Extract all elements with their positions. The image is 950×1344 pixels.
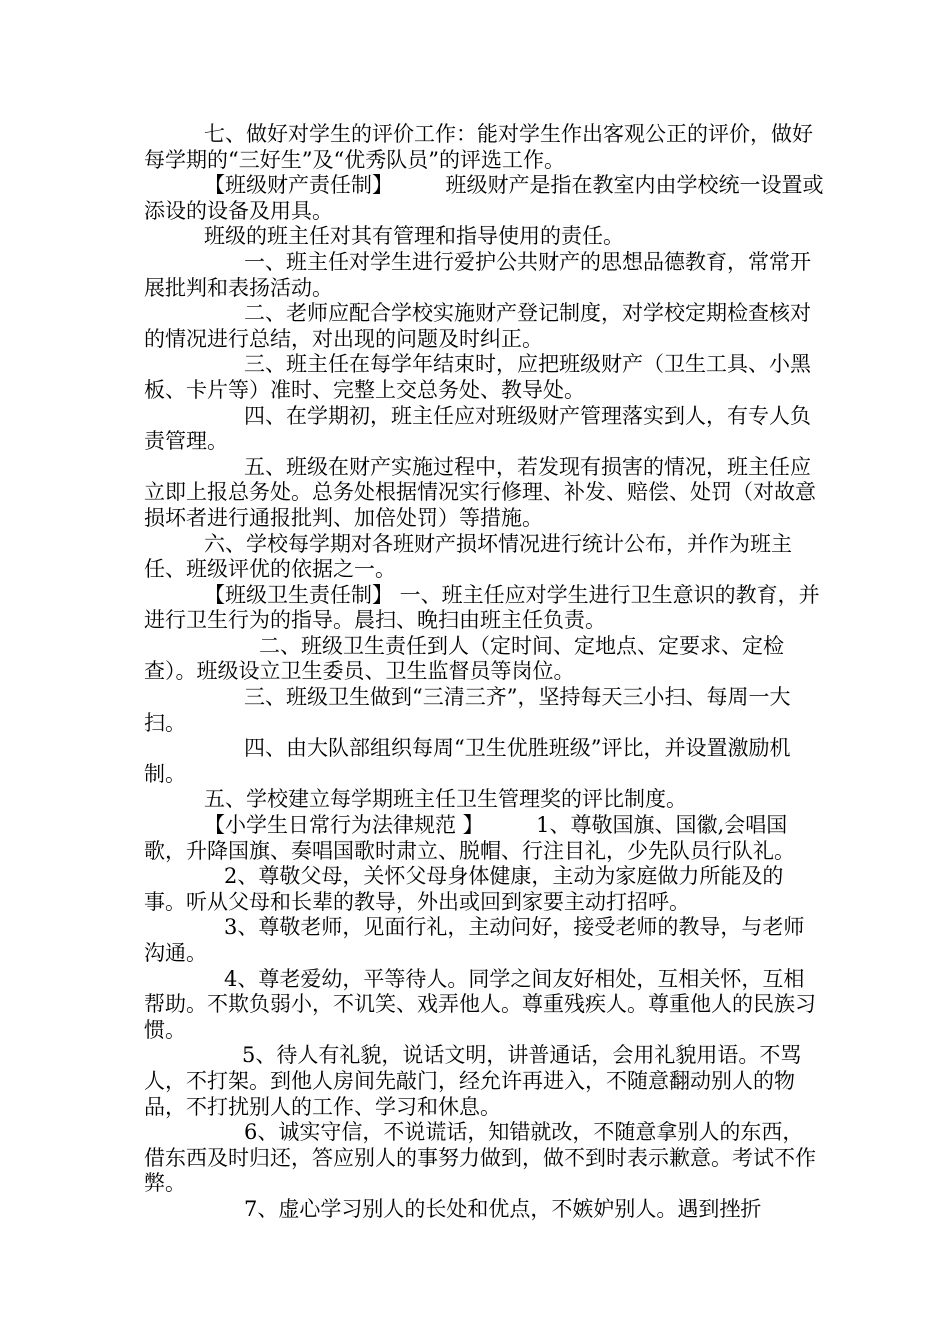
paragraph-hygiene-2: 二、班级卫生责任到人（定时间、定地点、定要求、定检查）。班级设立卫生委员、卫生监督员等岗位。	[144, 633, 784, 684]
paragraph-hygiene-5: 五、学校建立每学期班主任卫生管理奖的评比制度。	[204, 787, 687, 812]
paragraph-conduct-5: 5、待人有礼貌，说话文明，讲普通话，会用礼貌用语。不骂人，不打架。到他人房间先敲门，经允许再进入，不随意翻动别人的物品，不打扰别人的工作、学习和休息。	[144, 1043, 802, 1119]
paragraph-property-5: 五、班级在财产实施过程中，若发现有损害的情况，班主任应立即上报总务处。总务处根据情况实行修理、补发、赔偿、处罚（对故意损坏者进行通报批判、加倍处罚）等措施。	[144, 454, 816, 530]
paragraph-conduct-6: 6、诚实守信，不说谎话，知错就改，不随意拿别人的东西，借东西及时归还，答应别人的事努力做到，做不到时表示歉意。考试不作弊。	[144, 1120, 816, 1196]
document-body	[144, 122, 824, 1223]
paragraph-property-4: 四、在学期初，班主任应对班级财产管理落实到人，有专人负责管理。	[144, 403, 811, 454]
paragraph-hygiene-heading: 【班级卫生责任制】 一、班主任应对学生进行卫生意识的教育，并进行卫生行为的指导。晨扫、晚扫由班主任负责。	[144, 582, 820, 633]
paragraph-hygiene-3: 三、班级卫生做到“三清三齐”，坚持每天三小扫、每周一大扫。	[144, 685, 791, 735]
paragraph-conduct-3: 3、尊敬老师，见面行礼，主动问好，接受老师的教导，与老师沟通。	[144, 915, 805, 965]
paragraph-property-1: 一、班主任对学生进行爱护公共财产的思想品德教育，常常开展批判和表扬活动。	[144, 249, 811, 300]
paragraph-property-3: 三、班主任在每学年结束时，应把班级财产（卫生工具、小黑板、卡片等）准时、完整上交总务处、教导处。	[144, 352, 811, 402]
paragraph-conduct-heading: 【小学生日常行为法律规范 】 1、尊敬国旗、国徽,会唱国歌，升降国旗、奏唱国歌时肃立、脱帽、行注目礼，少先队员行队礼。	[144, 813, 795, 863]
paragraph-conduct-4: 4、尊老爱幼，平等待人。同学之间友好相处，互相关怀，互相帮助。不欺负弱小，不讥笑、戏弄他人。尊重残疾人。尊重他人的民族习惯。	[144, 966, 816, 1042]
paragraph-property-6: 六、学校每学期对各班财产损坏情况进行统计公布，并作为班主任、班级评优的依据之一。	[144, 531, 792, 582]
paragraph-hygiene-4: 四、由大队部组织每周“卫生优胜班级”评比，并设置激励机制。	[144, 736, 791, 786]
paragraph-conduct-2: 2、尊敬父母，关怀父母身体健康，主动为家庭做力所能及的事。听从父母和长辈的教导，外出或回到家要主动打招呼。	[144, 864, 784, 914]
paragraph-property-heading: 【班级财产责任制】 班级财产是指在教室内由学校统一设置或添设的设备及用具。	[144, 173, 824, 223]
paragraph-evaluation: 七、做好对学生的评价工作：能对学生作出客观公正的评价，做好每学期的“三好生”及“优秀队员”的评选工作。	[144, 122, 813, 172]
paragraph-property-responsibility: 班级的班主任对其有管理和指导使用的责任。	[204, 224, 624, 249]
paragraph-conduct-7: 7、虚心学习别人的长处和优点，不嫉妒别人。遇到挫折	[244, 1196, 762, 1221]
paragraph-property-2: 二、老师应配合学校实施财产登记制度，对学校定期检查核对的情况进行总结，对出现的问题及时纠正。	[144, 301, 811, 351]
